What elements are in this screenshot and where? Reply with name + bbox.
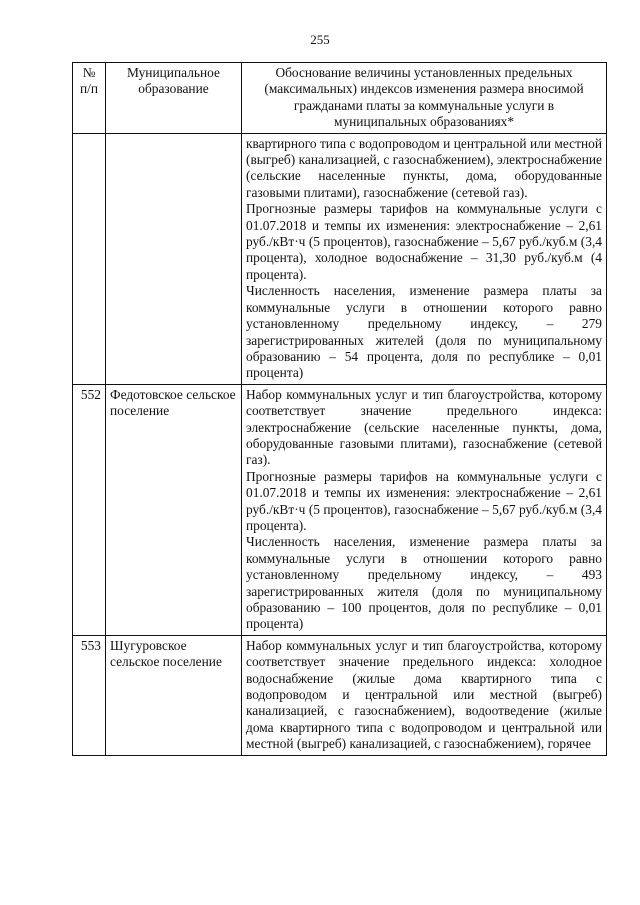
paragraph: Прогнозные размеры тарифов на коммунальные услуги с 01.07.2018 и темпы их изменения: электроснабжение – 2,61 руб./кВт·ч (5 процентов), газоснабжение – 5,67 руб./куб.м (3,4 процента). <box>246 468 602 533</box>
table-header-row <box>73 63 607 134</box>
paragraph: Численность населения, изменение размера платы за коммунальные услуги в отношении которого равно установленному предельному индексу, – 279 зарегистрированных жителей (доля по муниципальному образованию – 54 процента, доля по республике – 0,01 процента) <box>246 283 602 381</box>
cell-number: 552 <box>73 384 106 635</box>
paragraph: Прогнозные размеры тарифов на коммунальные услуги с 01.07.2018 и темпы их изменения: электроснабжение – 2,61 руб./кВт·ч (5 процентов), газоснабжение – 5,67 руб./куб.м (3,4 процента), холодное водоснабжение – 31,30 руб./куб.м (4 процента). <box>246 201 602 282</box>
paragraph: Численность населения, изменение размера платы за коммунальные услуги в отношении которого равно установленному предельному индексу, – 493 зарегистрированных жителя (доля по муниципальному образованию – 100 процентов, доля по республике – 0,01 процента) <box>246 534 602 632</box>
paragraph: квартирного типа с водопроводом и центральной или местной (выгреб) канализацией, с газоснабжением), электроснабжение (сельские населенные пункты, дома, оборудованные газовыми плитами), газоснабжение (сетевой газ). <box>246 135 602 200</box>
table-row <box>73 384 607 635</box>
cell-municipality <box>106 133 242 384</box>
header-municipality: Муниципальное образование <box>106 63 242 134</box>
tariff-table <box>72 62 607 756</box>
paragraph: Набор коммунальных услуг и тип благоустройства, которому соответствует значение предельного индекса: холодное водоснабжение (жилые дома квартирного типа с водопроводом и центральной или местной (выгреб) канализацией, с газоснабжением), водоотведение (жилые дома квартирного типа с водопроводом и центральной или местной (выгреб) канализацией, с газоснабжением), горячее <box>246 637 602 752</box>
header-justification: Обоснование величины установленных предельных (максимальных) индексов изменения размера вносимой гражданами платы за коммунальные услуги в муниципальных образованиях* <box>242 63 607 134</box>
cell-justification <box>242 133 607 384</box>
table-row <box>73 635 607 755</box>
cell-municipality: Шугуровское сельское поселение <box>106 635 242 755</box>
cell-municipality: Федотовское сельское поселение <box>106 384 242 635</box>
page-number: 255 <box>310 32 330 47</box>
table-row-continuation <box>73 133 607 384</box>
paragraph: Набор коммунальных услуг и тип благоустройства, которому соответствует значение предельного индекса: электроснабжение (сельские населенные пункты, дома, оборудованные газовыми плитами), газоснабжение (сетевой газ). <box>246 386 602 468</box>
cell-number <box>73 133 106 384</box>
cell-justification <box>242 635 607 755</box>
header-number: № п/п <box>73 63 106 134</box>
cell-justification <box>242 384 607 635</box>
cell-number: 553 <box>73 635 106 755</box>
